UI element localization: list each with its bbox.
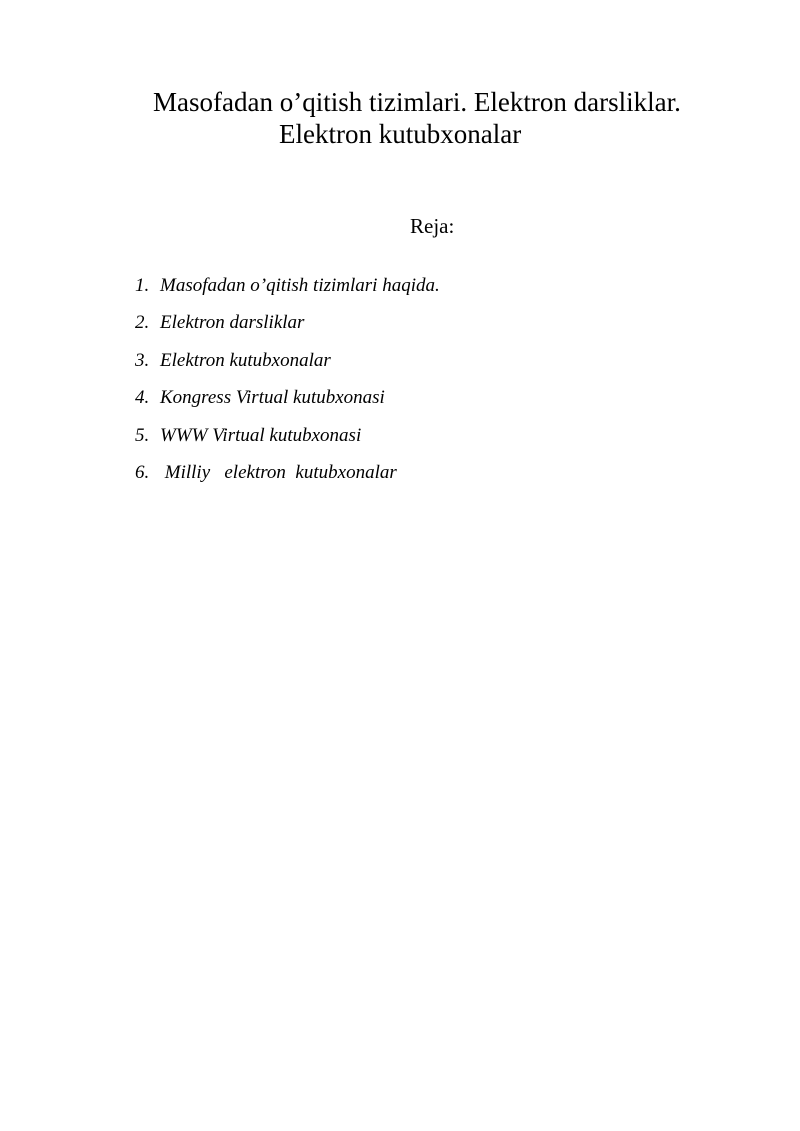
document-title-line-1: Masofadan o’qitish tizimlari. Elektron darsliklar. bbox=[153, 87, 681, 117]
plan-item-number: 3. bbox=[135, 349, 150, 371]
plan-item-number: 2. bbox=[135, 312, 150, 334]
plan-item-number: 5. bbox=[135, 424, 150, 446]
plan-heading: Reja: bbox=[410, 214, 455, 238]
plan-list-item bbox=[135, 385, 440, 422]
plan-item-text: Elektron darsliklar bbox=[160, 312, 305, 334]
plan-item-text: Elektron kutubxonalar bbox=[160, 349, 331, 371]
plan-list bbox=[135, 273, 440, 497]
plan-item-text: Masofadan o’qitish tizimlari haqida. bbox=[160, 275, 440, 296]
plan-list-item bbox=[135, 423, 440, 460]
document-title-line-2: Elektron kutubxonalar bbox=[279, 119, 522, 149]
plan-item-number: 4. bbox=[135, 387, 150, 409]
plan-list-item bbox=[135, 348, 440, 385]
plan-list-item bbox=[135, 310, 440, 347]
plan-list-item bbox=[135, 273, 440, 310]
plan-item-text: Milliy elektron kutubxonalar bbox=[160, 461, 397, 483]
plan-item-text: WWW Virtual kutubxonasi bbox=[160, 424, 362, 446]
plan-item-number: 1. bbox=[135, 275, 150, 296]
plan-list-item bbox=[135, 460, 440, 497]
plan-item-number: 6. bbox=[135, 461, 150, 483]
plan-item-text: Kongress Virtual kutubxonasi bbox=[160, 387, 385, 409]
